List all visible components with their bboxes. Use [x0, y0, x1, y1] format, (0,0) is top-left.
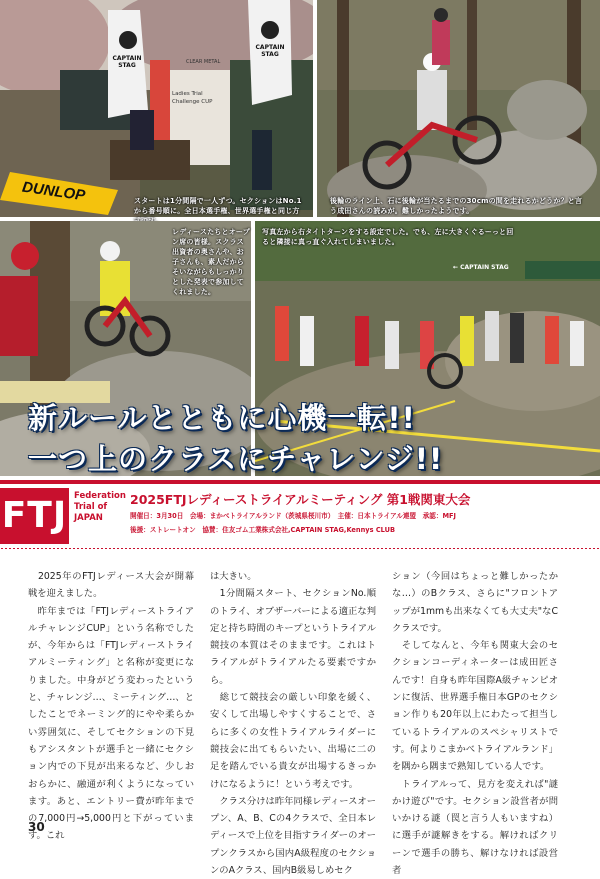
- body-column-2: は大きい。 1分間隔スタート、セクションNo.順のトライ、オブザーバーによる適正な判定と持ち時間のキープというトライアル競技の本質はそのままです。これはトライアルがトライアルたる要素ですから。 総じて競技会の厳しい印象を緩く、安くして出場しやすくすることで、さらに多くの女性トライアルライダーに競技会に出てもらいたい、出場に二の足を踏んでいる貴女が出場するきっかけになるように！という考えです。 クラス分けは昨年同様レディースオープン、A、B、Cの4クラスで、全日本レディースで上位を目指すライダーのオープンクラスから国内A級程度のセクションのAクラス、国内B級易しめセク: [210, 571, 376, 877]
- caption-photo2: 後輪のライン上、石に後輪が当たるまでの30cmの間を走れるかどうか？と言う成田さんの読みが。難しかったようです。: [330, 197, 583, 215]
- body-column-3: ション（今回はちょっと難しかったかな…）のBクラス、さらに"フロントアップが1mmも出来なくても大丈夫"なCクラスです。 そしてなんと、今年も関東大会のセクションコーディネーターは成田匠さんです！自身も昨年国際A級チャンピオンに復活、世界選手権日本GPのセクション作りも20年以上にわたって担当しているトライアルのスペシャリストです。何よりこまかべトライアルランド」を隅から隅まで熟知している人です。 トライアルって、見方を変えれば"謎かけ遊び"です。セクション設営者が問いかける謎（罠と言う人もいますね）に選手が謎解きをする。解ければクリーンで選手の勝ち、解けなければ設営者: [392, 571, 558, 877]
- captain-stag-flag-2: CAPTAIN STAG: [255, 44, 285, 58]
- page-number: 30: [28, 820, 45, 834]
- caption-photo1: スタートは1分間隔で一人ずつ。セクションはNo.1から番号順に。全日本選手権、世界選手権と同じ方: [134, 197, 302, 215]
- clear-metal-sign: CLEAR METAL: [186, 59, 221, 65]
- body-column-1: 2025年のFTJレディース大会が開幕戦を迎えました。 昨年までは「FTJレディーストライアルチャレンジCUP」という名称でしたが、今年からは「FTJレディーストライアルミーティング」と名称が変更になりました。中身がどう変わったというと、チャレンジ…、ミーティング…、としたことでネーミング的にやや柔らかい雰囲気に、そしてセクションの下見もアシスタントが選手と一緒にセクション内での下見が出来るなど、少しおおらかに、融通が利くようになっています。あと、エントリー費が昨年までの7,000円→5,000円と下がっています。これ: [28, 571, 194, 842]
- challenge-cup-banner: Ladies Trial Challenge CUP: [172, 91, 213, 105]
- photo-rock-section: [317, 0, 600, 217]
- dunlop-sign: DUNLOP: [21, 178, 87, 205]
- photo-start-area: [0, 0, 313, 217]
- caption-photo4: 写真左から右タイトターンをする設定でした。でも、左に大きくぐるーっと回ると隣接に真っ直ぐ入れてしまいました。: [262, 228, 514, 246]
- headline-line2: 一つ上のクラスにチャレンジ!!: [28, 442, 444, 476]
- headline-line1: 新ルールとともに心機一転!!: [28, 401, 416, 435]
- caption-photo3: レディースたちとオープン席の皆様。スクラス出資者の奥さんや、お子さんも、素人だからそいながらもしっかりとした発表で参加してくれました。: [172, 228, 250, 296]
- captain-stag-park-sign: ← CAPTAIN STAG: [453, 264, 509, 271]
- header-divider: [0, 480, 600, 484]
- ftj-logo: FTJ: [0, 488, 69, 544]
- event-meta-line1: 開催日：3月30日 会場：まかべトライアルランド（茨城県桜川市） 主催：日本トライアル連盟 承認：MFJ: [130, 512, 456, 520]
- event-meta-line2: 後援：ストレートオン 協賛：住友ゴム工業株式会社,CAPTAIN STAG,Kennys CLUB: [130, 526, 395, 534]
- dotted-divider: [0, 547, 600, 550]
- captain-stag-flag-1: CAPTAIN STAG: [112, 55, 142, 69]
- federation-name: Federation Trial of JAPAN: [74, 491, 126, 523]
- event-title: 2025FTJレディーストライアルミーティング 第1戦関東大会: [130, 492, 471, 507]
